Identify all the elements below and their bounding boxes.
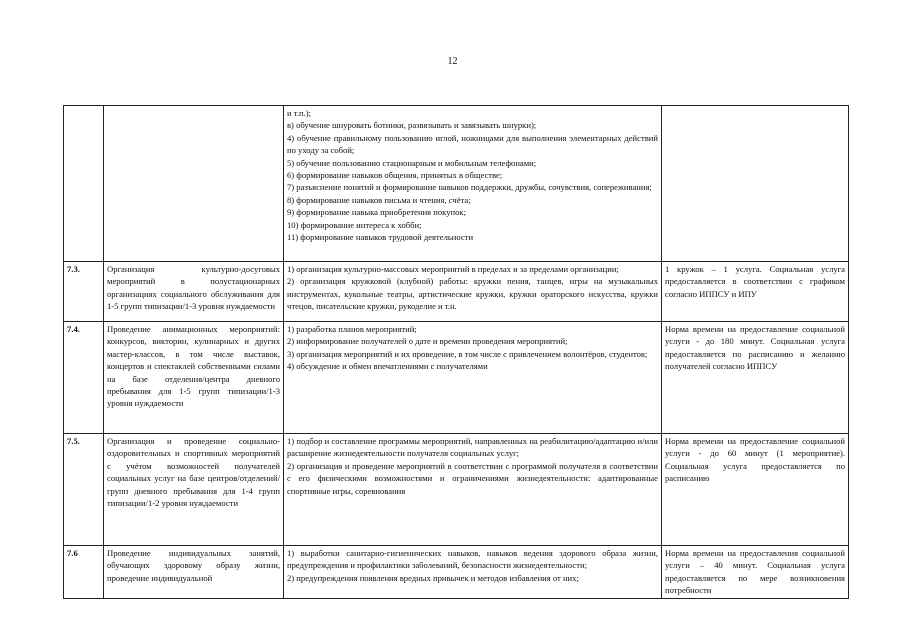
description-line: 8) формирование навыков письма и чтения, счёта; xyxy=(287,194,471,205)
service-name-cell: Проведение индивидуальных занятий, обучающих здоровому образу жизни, проведение индивидуальной xyxy=(104,546,284,599)
row-number-cell: 7.6 xyxy=(64,546,104,599)
description-line: 2) информирование получателей о дате и времени проведения мероприятий; xyxy=(287,336,568,347)
description-line: 5) обучение пользованию стационарным и мобильным телефонами; xyxy=(287,157,537,168)
table-row xyxy=(64,262,849,322)
time-norm-cell xyxy=(662,106,849,262)
table-row xyxy=(64,434,849,546)
table-row xyxy=(64,106,849,262)
description-line: и т.п.); xyxy=(287,108,312,118)
description-line: в) обучение шнуровать ботинки, развязывать и завязывать шнурки); xyxy=(287,120,537,131)
service-name-cell: Организация культурно-досуговых мероприятий в полустационарных организациях социального обслуживания для 1-5 групп типизации/1-3 уровня нуждаемости xyxy=(104,262,284,322)
time-norm-cell: Норма времени на предоставление социальной услуги - до 180 минут. Социальная услуга предоставляется по расписанию и желанию получателей согласно ИППСУ xyxy=(662,322,849,434)
service-name-cell: Организация и проведение социально-оздоровительных и спортивных мероприятий с учётом возможностей получателей социальных услуг на базе центров/отделений/групп дневного пребывания для 1-4 групп типизации/1-2 уровня нуждаемости xyxy=(104,434,284,546)
description-line: 1) подбор и составление программы мероприятий, направленных на реабилитацию/адаптацию и/или расширение жизнедеятельности получателя социальных услуг; xyxy=(287,436,658,459)
description-line: 1) выработки санитарно-гигиенических навыков, навыков ведения здорового образа жизни, предупреждения и профилактики заболеваний, безопасности жизнедеятельности; xyxy=(287,548,658,571)
description-line: 4) обучение правильному пользованию иглой, ножницами для выполнения элементарных действий по уходу за собой; xyxy=(287,132,658,156)
description-line: 2) предупреждения появления вредных привычек и методов избавления от них; xyxy=(287,572,579,583)
service-name-cell: Проведение анимационных мероприятий: конкурсов, викторин, кулинарных и других мастер-классов, в том числе выставок, концертов и спектаклей собственными силами на базе отделения/центра дневного пребывания для 1-5 групп типизации/1-3 уровня нуждаемости xyxy=(104,322,284,434)
table-row xyxy=(64,546,849,599)
description-line: 7) разъяснение понятий и формирование навыков поддержки, дружбы, сочувствия, сопереживания; xyxy=(287,182,652,193)
row-number-cell xyxy=(64,106,104,262)
row-number-cell: 7.3. xyxy=(64,262,104,322)
service-description-cell xyxy=(284,434,662,546)
description-line: 10) формирование интереса к хобби; xyxy=(287,219,422,230)
description-line: 1) организация культурно-массовых мероприятий в пределах и за пределами организации; xyxy=(287,264,619,274)
time-norm-cell: Норма времени на предоставления социальной услуги – 40 минут. Социальная услуга предоставляется по мере возникновения потребности xyxy=(662,546,849,599)
service-name-cell xyxy=(104,106,284,262)
service-description-cell xyxy=(284,322,662,434)
row-number-cell: 7.5. xyxy=(64,434,104,546)
description-line: 2) организация и проведение мероприятий в соответствии с программой получателя в соответствии с его физическими возможностями и ограничениями жизнедеятельности: адаптированные спортивные игры, соревнования xyxy=(287,460,658,496)
description-line: 9) формирование навыка приобретения покупок; xyxy=(287,207,466,218)
table-row xyxy=(64,322,849,434)
description-line: 6) формирование навыков общения, принятых в обществе; xyxy=(287,170,503,181)
time-norm-cell: Норма времени на предоставление социальной услуги - до 60 минут (1 мероприятие). Социальная услуга предоставляется по расписанию xyxy=(662,434,849,546)
service-description-cell xyxy=(284,546,662,599)
service-description-cell xyxy=(284,106,662,262)
description-line: 11) формирование навыков трудовой деятельности xyxy=(287,232,474,243)
description-line: 3) организация мероприятий и их проведение, в том числе с привлечением волонтёров, студентов; xyxy=(287,348,648,359)
description-line: 4) обсуждение и обмен впечатлениями с получателями xyxy=(287,361,488,372)
row-number-cell: 7.4. xyxy=(64,322,104,434)
time-norm-cell: 1 кружок – 1 услуга. Социальная услуга предоставляется в соответствии с графиком согласно ИППСУ и ИПУ xyxy=(662,262,849,322)
services-table xyxy=(63,105,849,599)
description-line: 1) разработка планов мероприятий; xyxy=(287,324,417,334)
service-description-cell xyxy=(284,262,662,322)
description-line: 2) организация кружковой (клубной) работы: кружки пения, танцев, игры на музыкальных инструментах, кукольные театры, артистические кружки, кружки ораторского искусства, кружки чтецов, писательские кружки, рукоделие и т.н. xyxy=(287,276,658,312)
page-number: 12 xyxy=(447,56,458,67)
